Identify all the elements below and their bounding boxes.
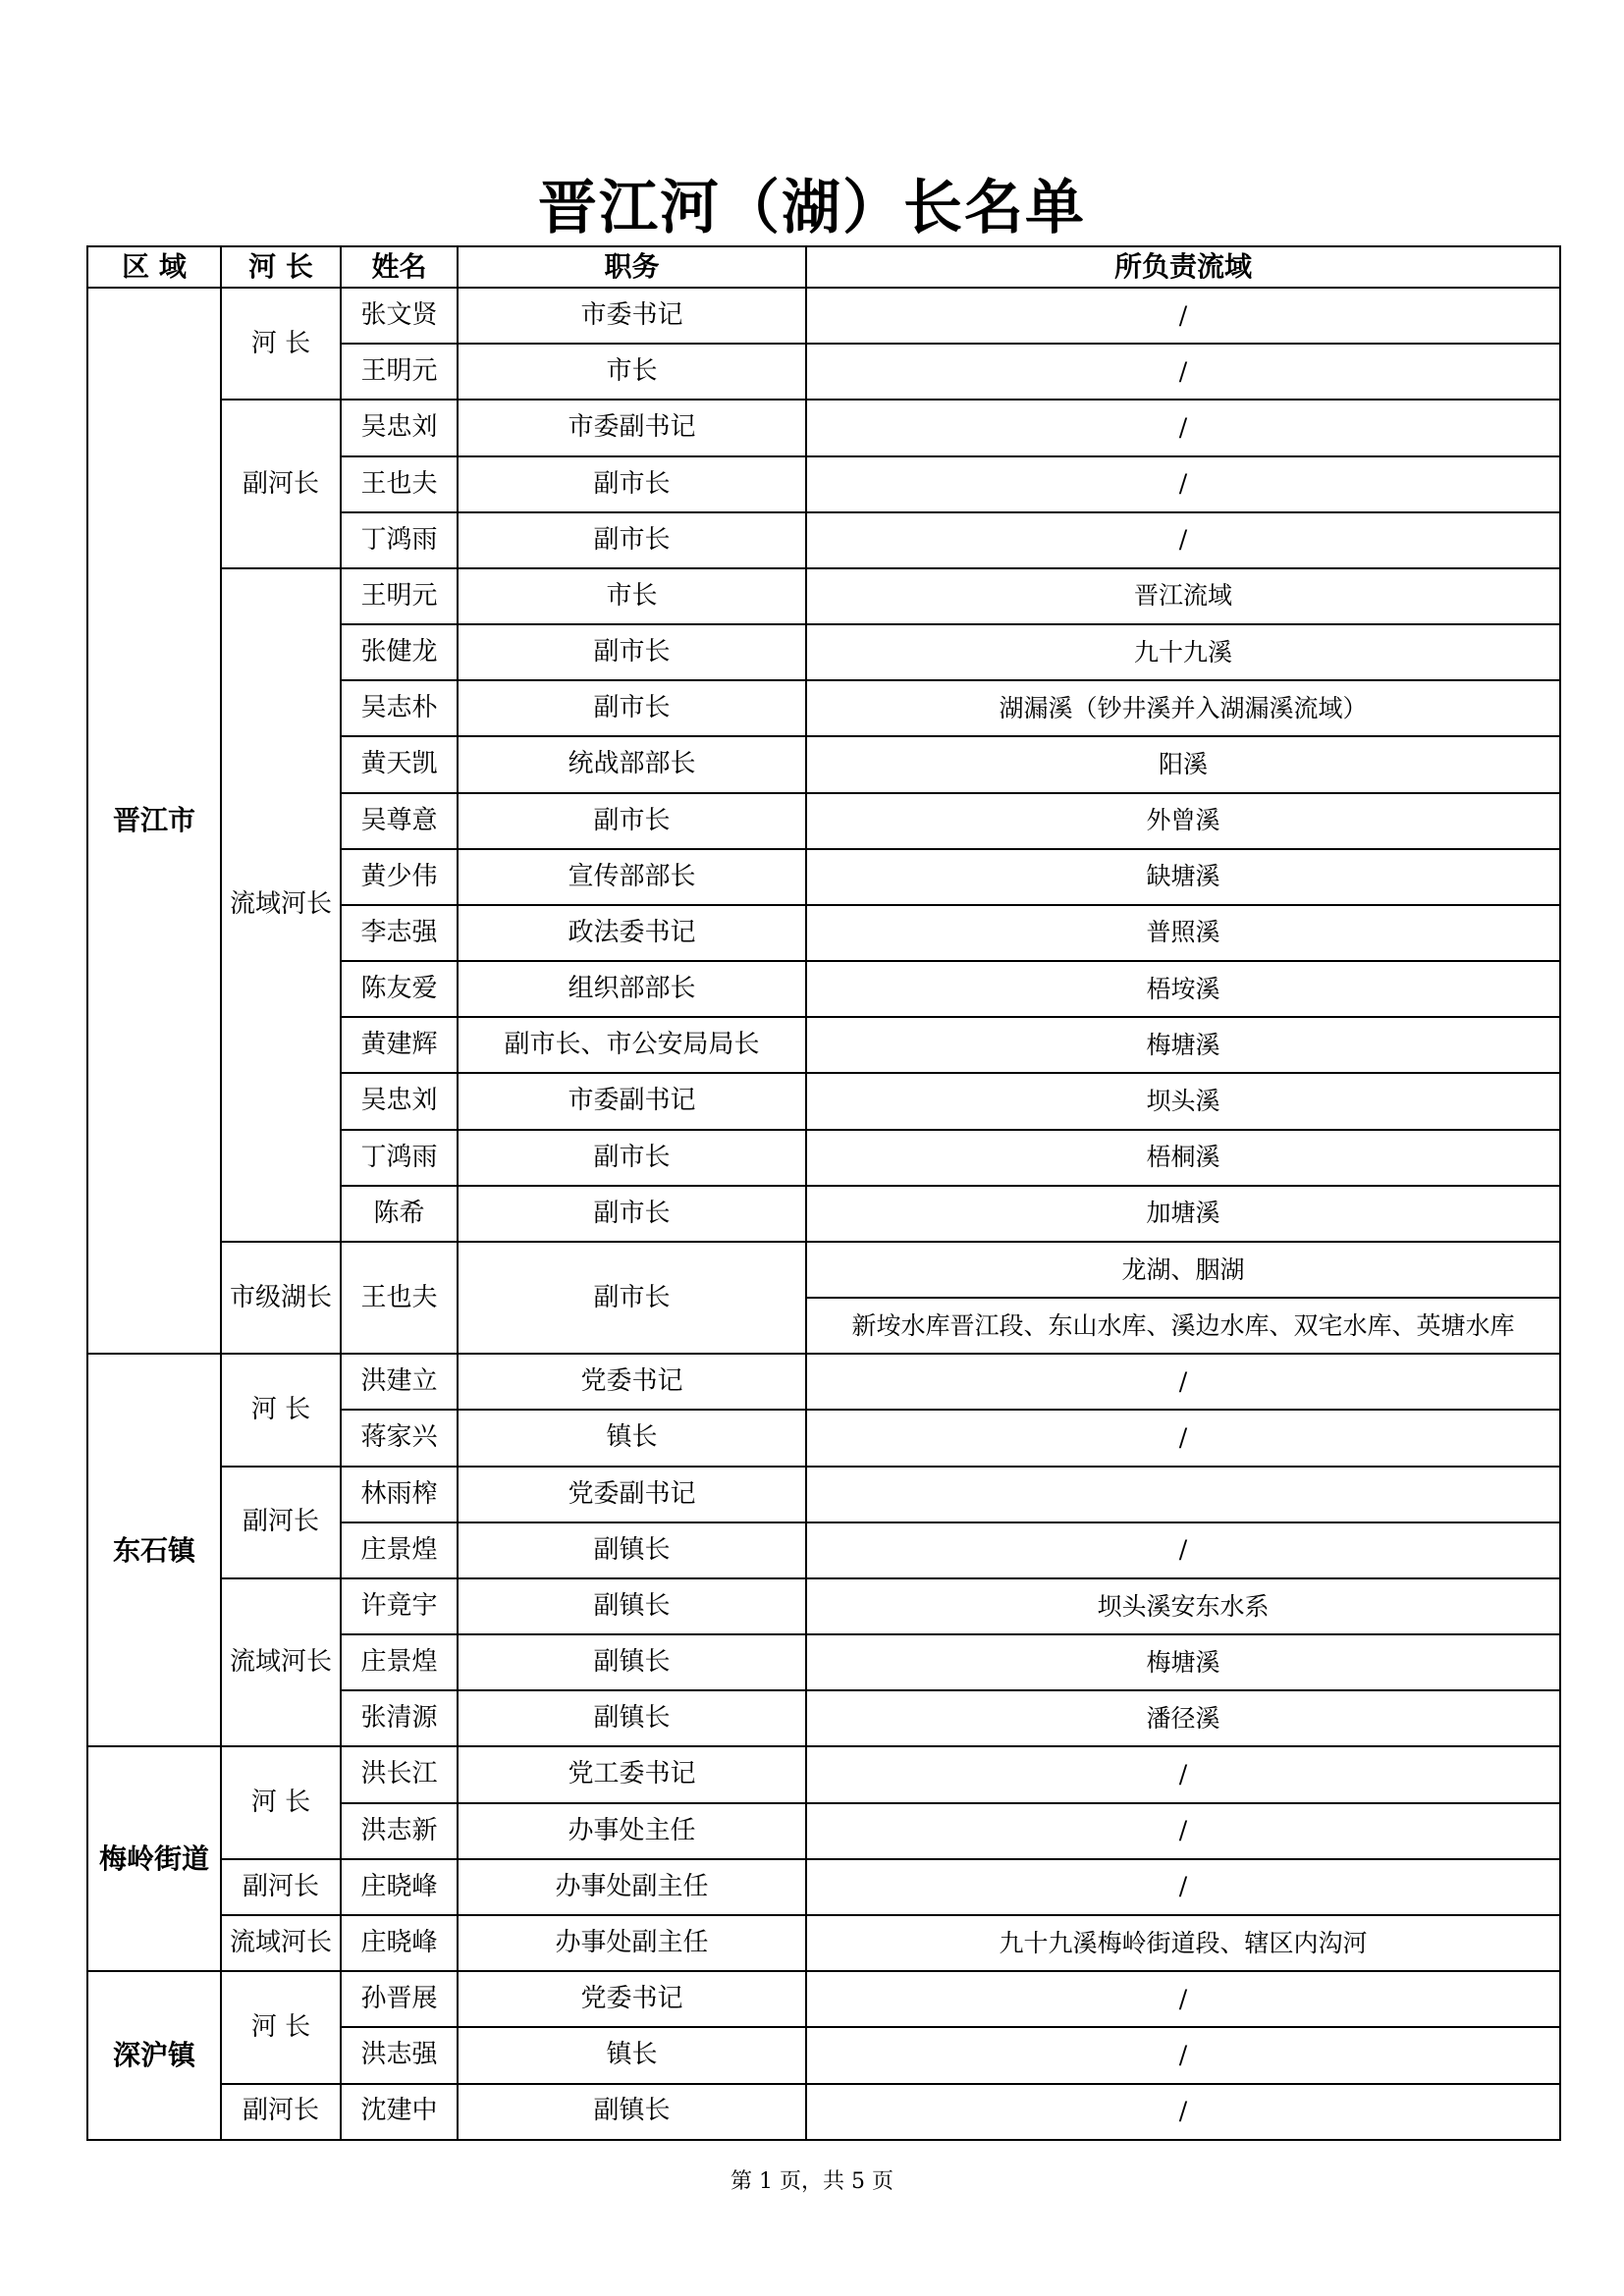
area-cell: / [806, 456, 1560, 512]
position-cell: 副市长、市公安局局长 [458, 1017, 806, 1073]
table-row [87, 568, 1560, 624]
position-cell: 党工委书记 [458, 1746, 806, 1802]
position-cell: 副市长 [458, 1186, 806, 1242]
position-cell: 市长 [458, 344, 806, 400]
area-cell: 外曾溪 [806, 793, 1560, 849]
name-cell: 庄景煌 [341, 1634, 458, 1690]
role-cell: 流域河长 [221, 1915, 341, 1971]
area-cell: 坝头溪安东水系 [806, 1578, 1560, 1634]
name-cell: 王也夫 [341, 1242, 458, 1354]
role-cell: 流域河长 [221, 1578, 341, 1747]
position-cell: 副镇长 [458, 1690, 806, 1746]
area-cell: / [806, 1354, 1560, 1410]
name-cell: 张健龙 [341, 624, 458, 680]
area-cell: 九十九溪 [806, 624, 1560, 680]
position-cell: 副市长 [458, 624, 806, 680]
area-cell: / [806, 2084, 1560, 2140]
table-row [87, 2084, 1560, 2140]
table-row [87, 1859, 1560, 1915]
name-cell: 沈建中 [341, 2084, 458, 2140]
position-cell: 办事处副主任 [458, 1859, 806, 1915]
name-cell: 丁鸿雨 [341, 1130, 458, 1186]
role-cell: 副河长 [221, 1859, 341, 1915]
name-cell: 林雨榨 [341, 1467, 458, 1522]
area-cell: / [806, 1803, 1560, 1859]
name-cell: 吴志朴 [341, 680, 458, 736]
page-footer: 第 1 页，共 5 页 [731, 2169, 893, 2194]
name-cell: 吴忠刘 [341, 1073, 458, 1129]
position-cell: 组织部部长 [458, 961, 806, 1017]
area-cell: / [806, 1410, 1560, 1466]
position-cell: 市委副书记 [458, 1073, 806, 1129]
area-cell: / [806, 1746, 1560, 1802]
position-cell: 镇长 [458, 1410, 806, 1466]
table-row [87, 288, 1560, 344]
position-cell: 办事处主任 [458, 1803, 806, 1859]
position-cell: 市长 [458, 568, 806, 624]
position-cell: 副市长 [458, 793, 806, 849]
area-cell: 梧桐溪 [806, 1130, 1560, 1186]
header-area: 所负责流域 [806, 246, 1560, 288]
name-cell: 蒋家兴 [341, 1410, 458, 1466]
position-cell: 宣传部部长 [458, 849, 806, 905]
table-row [87, 1746, 1560, 1802]
role-cell: 河 长 [221, 288, 341, 400]
position-cell: 市委副书记 [458, 400, 806, 455]
area-cell: 坝头溪 [806, 1073, 1560, 1129]
position-cell: 办事处副主任 [458, 1915, 806, 1971]
role-cell: 副河长 [221, 400, 341, 568]
name-cell: 张文贤 [341, 288, 458, 344]
area-cell: 新垵水库晋江段、东山水库、溪边水库、双宅水库、英塘水库 [806, 1298, 1560, 1354]
area-cell: / [806, 344, 1560, 400]
area-cell: / [806, 400, 1560, 455]
header-position: 职务 [458, 246, 806, 288]
name-cell: 丁鸿雨 [341, 512, 458, 568]
position-cell: 副镇长 [458, 1522, 806, 1578]
role-cell: 河 长 [221, 1354, 341, 1466]
position-cell: 党委书记 [458, 1971, 806, 2027]
name-cell: 吴忠刘 [341, 400, 458, 455]
name-cell: 洪志新 [341, 1803, 458, 1859]
position-cell: 副市长 [458, 456, 806, 512]
name-cell: 许竟宇 [341, 1578, 458, 1634]
table-row [87, 400, 1560, 455]
name-cell: 洪建立 [341, 1354, 458, 1410]
area-cell: 潘径溪 [806, 1690, 1560, 1746]
area-cell: 普照溪 [806, 905, 1560, 961]
area-cell: / [806, 288, 1560, 344]
role-cell: 副河长 [221, 1467, 341, 1578]
area-cell: / [806, 1971, 1560, 2027]
table-row [87, 1354, 1560, 1410]
name-cell: 王明元 [341, 344, 458, 400]
name-cell: 黄建辉 [341, 1017, 458, 1073]
position-cell: 镇长 [458, 2027, 806, 2083]
table-row [87, 1467, 1560, 1522]
header-region: 区 域 [87, 246, 221, 288]
name-cell: 庄景煌 [341, 1522, 458, 1578]
area-cell: / [806, 2027, 1560, 2083]
table-body [87, 288, 1560, 2140]
area-cell: 湖漏溪（钞井溪并入湖漏溪流域） [806, 680, 1560, 736]
name-cell: 洪长江 [341, 1746, 458, 1802]
table-row [87, 1971, 1560, 2027]
document-title: 晋江河（湖）长名单 [538, 174, 1086, 242]
area-cell: 龙湖、胭湖 [806, 1242, 1560, 1298]
position-cell: 副镇长 [458, 1634, 806, 1690]
region-cell: 东石镇 [87, 1354, 221, 1746]
name-cell: 孙晋展 [341, 1971, 458, 2027]
region-cell: 梅岭街道 [87, 1746, 221, 1971]
name-cell: 庄晓峰 [341, 1915, 458, 1971]
area-cell: 阳溪 [806, 736, 1560, 792]
name-cell: 李志强 [341, 905, 458, 961]
table-header-row [87, 246, 1560, 288]
position-cell: 政法委书记 [458, 905, 806, 961]
name-cell: 王也夫 [341, 456, 458, 512]
header-name: 姓名 [341, 246, 458, 288]
name-cell: 陈友爱 [341, 961, 458, 1017]
table-row [87, 1915, 1560, 1971]
area-cell: / [806, 1522, 1560, 1578]
area-cell: 梅塘溪 [806, 1634, 1560, 1690]
position-cell: 副镇长 [458, 2084, 806, 2140]
area-cell: 加塘溪 [806, 1186, 1560, 1242]
name-cell: 王明元 [341, 568, 458, 624]
role-cell: 市级湖长 [221, 1242, 341, 1354]
area-cell: 梧垵溪 [806, 961, 1560, 1017]
area-cell: / [806, 1859, 1560, 1915]
table-row [87, 1242, 1560, 1298]
area-cell: 缺塘溪 [806, 849, 1560, 905]
area-cell: 九十九溪梅岭街道段、辖区内沟河 [806, 1915, 1560, 1971]
name-cell: 黄天凯 [341, 736, 458, 792]
position-cell: 副市长 [458, 680, 806, 736]
position-cell: 党委副书记 [458, 1467, 806, 1522]
position-cell: 统战部部长 [458, 736, 806, 792]
area-cell: 梅塘溪 [806, 1017, 1560, 1073]
position-cell: 党委书记 [458, 1354, 806, 1410]
position-cell: 市委书记 [458, 288, 806, 344]
role-cell: 副河长 [221, 2084, 341, 2140]
role-cell: 河 长 [221, 1746, 341, 1858]
region-cell: 深沪镇 [87, 1971, 221, 2140]
name-cell: 洪志强 [341, 2027, 458, 2083]
area-cell [806, 1467, 1560, 1522]
role-cell: 河 长 [221, 1971, 341, 2083]
header-role: 河 长 [221, 246, 341, 288]
position-cell: 副市长 [458, 1130, 806, 1186]
position-cell: 副镇长 [458, 1578, 806, 1634]
name-cell: 陈希 [341, 1186, 458, 1242]
name-cell: 吴尊意 [341, 793, 458, 849]
river-chief-table [86, 245, 1561, 2141]
name-cell: 庄晓峰 [341, 1859, 458, 1915]
position-cell: 副市长 [458, 1242, 806, 1354]
table-row [87, 1578, 1560, 1634]
area-cell: / [806, 512, 1560, 568]
role-cell: 流域河长 [221, 568, 341, 1242]
area-cell: 晋江流域 [806, 568, 1560, 624]
name-cell: 黄少伟 [341, 849, 458, 905]
position-cell: 副市长 [458, 512, 806, 568]
region-cell: 晋江市 [87, 288, 221, 1354]
name-cell: 张清源 [341, 1690, 458, 1746]
